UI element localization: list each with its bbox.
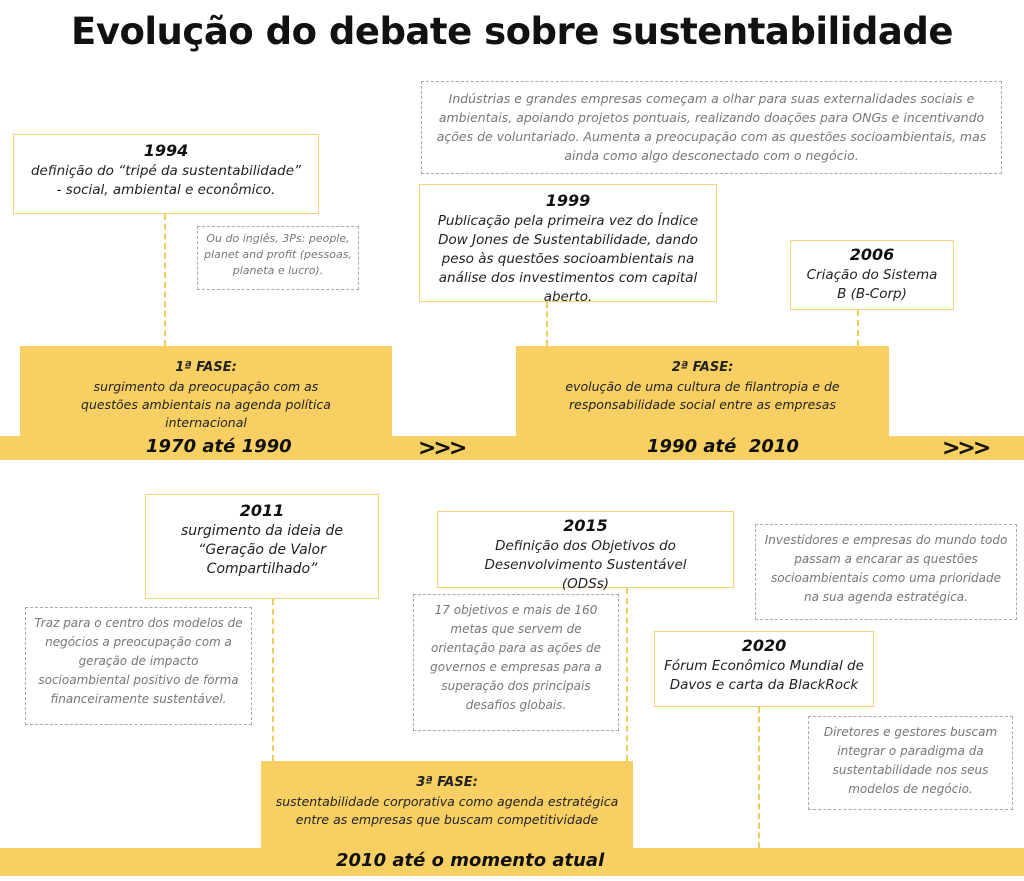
phase-1-title: 1ª FASE: [175,360,237,375]
note-phase-2-context-text: Indústrias e grandes empresas começam a olhar para suas externalidades sociais e ambientais, apoiando projetos pontuais, realizando doações para ONGs e incentivando ações de voluntariado. Aumenta a preocupação com as questões socioambientais, mas ainda como algo desconectado com o negócio. [436,91,987,163]
note-shared-value-text: Traz para o centro dos modelos de negócios a preocupação com a geração de impacto socioambiental positivo de forma financeiramente sustentável. [34,616,243,706]
event-2011-year: 2011 [239,501,285,520]
event-2015-year: 2015 [563,516,608,535]
phase-2-description: evolução de uma cultura de filantropia e de responsabilidade social entre as empresas [565,379,840,412]
connector-2006 [857,310,859,346]
arrows-1: >>> [418,436,465,461]
event-1999-text: Publicação pela primeira vez do Índice Dow Jones de Sustentabilidade, dando peso às questões socioambientais na análise dos investimentos com capital aberto. [437,213,699,305]
note-shared-value [25,607,252,725]
note-3ps [197,226,359,290]
connector-2015 [626,588,628,761]
event-2011-text: surgimento da ideia de “Geração de Valor Compartilhado” [180,523,344,577]
event-2015 [437,511,734,592]
phase-3-box [261,761,633,848]
event-2020 [654,631,874,707]
phase-1-description: surgimento da preocupação com as questões ambientais na agenda política internacional [81,379,331,430]
connector-1994 [164,214,166,346]
phase-2-period: 1990 até 2010 [647,436,799,457]
event-2006-year: 2006 [849,245,895,264]
arrows-2: >>> [942,436,989,461]
event-1999 [419,184,717,305]
note-phase-2-context [421,81,1002,174]
phase-2-box [516,346,889,436]
note-investors-text: Investidores e empresas do mundo todo passam a encarar as questões socioambientais como uma prioridade na sua agenda estratégica. [764,533,1008,604]
connector-2020 [758,707,760,848]
note-3ps-text: Ou do inglês, 3Ps: people, planet and profit (pessoas, planeta e lucro). [204,232,352,277]
event-2020-text: Fórum Econômico Mundial de Davos e carta da BlackRock [664,658,864,693]
connector-2011 [272,599,274,761]
note-investors [755,524,1017,620]
phase-1-period: 1970 até 1990 [146,436,292,457]
phase-3-title: 3ª FASE: [416,775,478,790]
event-2006 [790,240,954,310]
note-ods-text: 17 objetivos e mais de 160 metas que servem de orientação para as ações de governos e empresas para a superação dos principais desafios globais. [430,603,602,712]
note-directors [808,716,1013,810]
note-ods [413,594,619,731]
note-directors-text: Diretores e gestores buscam integrar o paradigma da sustentabilidade nos seus modelos de negócio. [823,725,998,796]
event-1994 [13,134,319,214]
event-2006-text: Criação do Sistema B (B-Corp) [806,267,938,302]
event-2015-text: Definição dos Objetivos do Desenvolvimento Sustentável (ODSs) [484,538,687,592]
event-1994-year: 1994 [143,141,189,160]
phase-3-description: sustentabilidade corporativa como agenda estratégica entre as empresas que buscam competitividade [275,794,619,827]
event-1999-year: 1999 [545,191,591,210]
event-2011 [145,494,379,599]
page-title: Evolução do debate sobre sustentabilidade [71,10,953,53]
connector-1999 [546,302,548,346]
phase-3-period: 2010 até o momento atual [336,850,605,871]
phase-1-box [20,346,392,436]
event-2020-year: 2020 [741,636,787,655]
phase-2-title: 2ª FASE: [671,360,734,375]
event-1994-text: definição do “tripé da sustentabilidade” - social, ambiental e econômico. [30,163,302,198]
